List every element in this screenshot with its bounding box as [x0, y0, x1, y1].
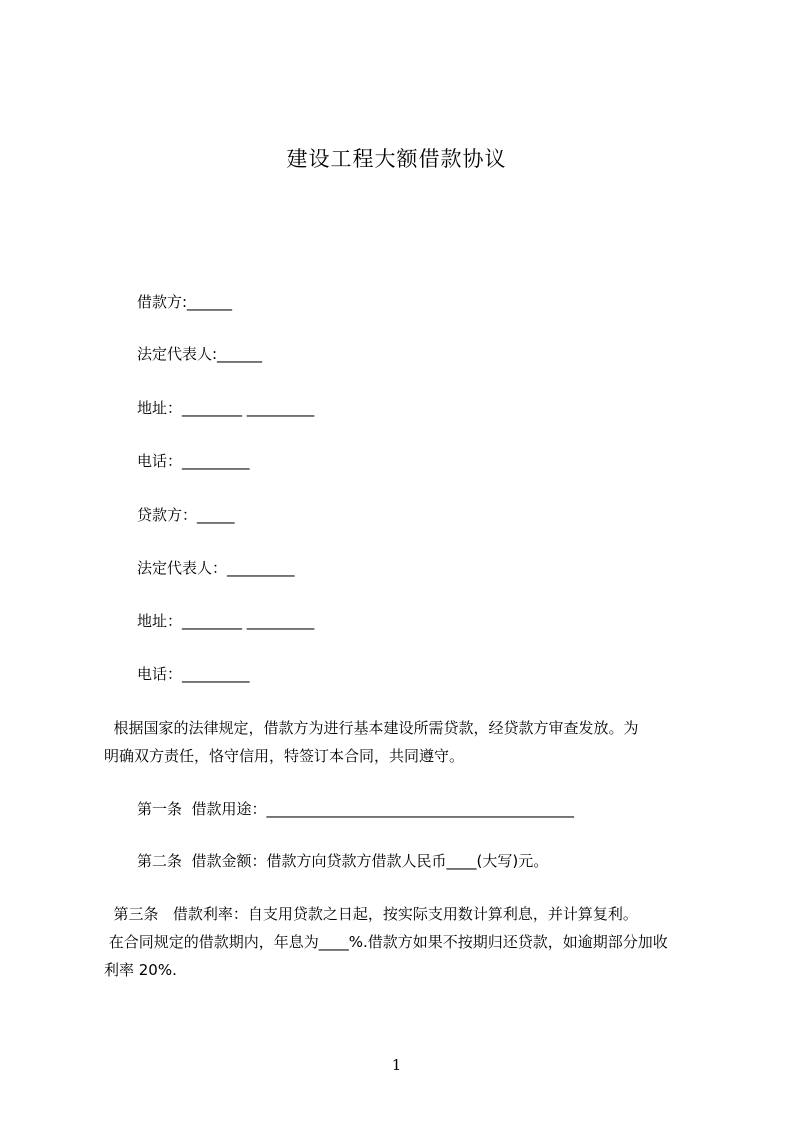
article-2: 第二条 借款金额：借款方向贷款方借款人民币____(大写)元。 — [137, 852, 549, 870]
document-title: 建设工程大额借款协议 — [286, 147, 507, 171]
preamble-line: 根据国家的法律规定，借款方为进行基本建设所需贷款，经贷款方审查发放。为 — [104, 719, 639, 737]
borrower-address-field: 地址：________ _________ — [137, 399, 315, 417]
article-3-paragraph — [104, 900, 704, 984]
borrower-legal-rep-field: 法定代表人:______ — [137, 345, 263, 363]
borrower-phone-field: 电话：_________ — [137, 452, 250, 470]
preamble-paragraph — [104, 714, 704, 770]
lender-address-field: 地址：________ _________ — [137, 612, 315, 630]
borrower-field: 借款方:______ — [137, 293, 233, 311]
article-3-line: 在合同规定的借款期内，年息为____%.借款方如果不按期归还贷款，如逾期部分加收 — [104, 933, 668, 951]
article-3-line: 利率 20%. — [104, 961, 177, 979]
lender-legal-rep-field: 法定代表人：_________ — [137, 559, 295, 577]
page-number: 1 — [391, 1056, 402, 1074]
article-1: 第一条 借款用途：_________________________________________ — [137, 800, 575, 818]
lender-field: 贷款方：_____ — [137, 506, 235, 524]
preamble-line: 明确双方责任，恪守信用，特签订本合同，共同遵守。 — [104, 747, 465, 765]
lender-phone-field: 电话：_________ — [137, 665, 250, 683]
article-3-line: 第三条 借款利率：自支用贷款之日起，按实际支用数计算利息，并计算复利。 — [104, 905, 638, 923]
